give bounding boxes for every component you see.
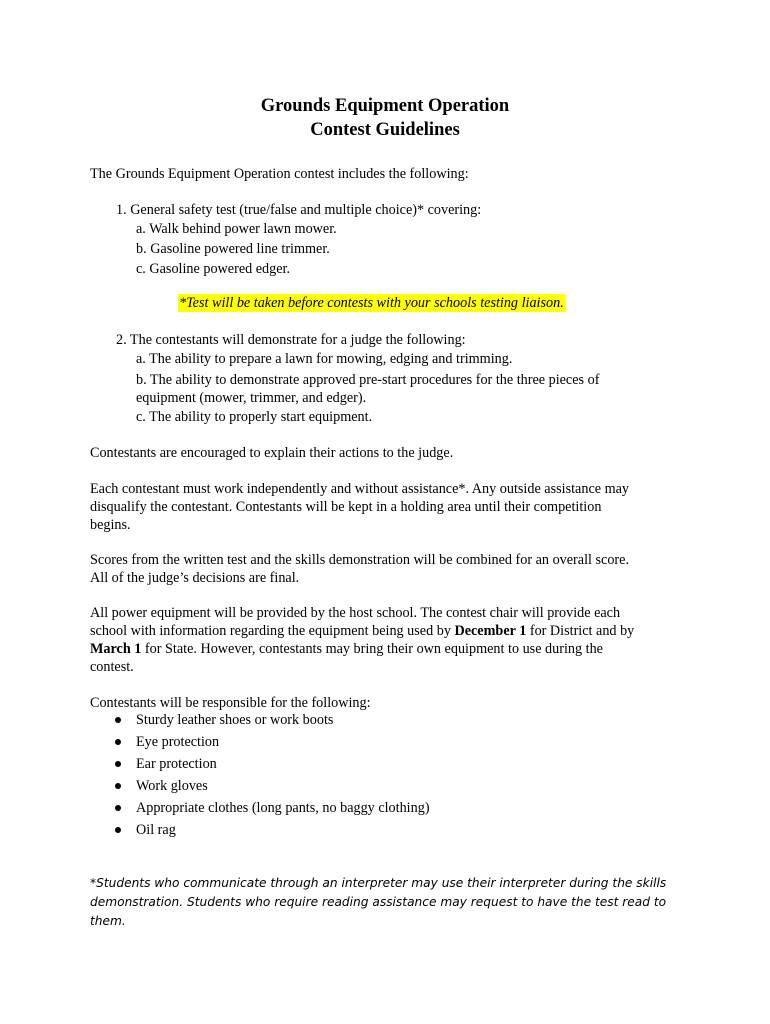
paragraph-independent-line2: disqualify the contestant. Contestants will be kept in a holding area until their competition <box>90 499 602 515</box>
march-deadline: March 1 <box>90 641 142 657</box>
footnote-line3: them. <box>90 914 126 928</box>
bullet-icon <box>115 783 121 789</box>
bullet-icon <box>115 717 121 723</box>
paragraph-scores <box>90 551 690 587</box>
line2-post: for District and by <box>526 623 635 639</box>
highlighted-test-note: *Test will be taken before contests with your schools testing liaison. <box>179 295 564 311</box>
list-item-2b-line2: equipment (mower, trimmer, and edger). <box>136 390 367 406</box>
responsible-intro: Contestants will be responsible for the following: <box>90 695 371 711</box>
intro-text: The Grounds Equipment Operation contest includes the following: <box>90 166 469 182</box>
title-line-1: Grounds Equipment Operation <box>260 96 510 116</box>
list-item-text: Eye protection <box>136 734 220 750</box>
list-item-text: Work gloves <box>136 778 208 794</box>
footnote-line2: demonstration. Students who require reading assistance may request to have the test read to <box>90 895 667 909</box>
paragraph-independent <box>90 480 690 534</box>
list-item-2a: a. The ability to prepare a lawn for mowing, edging and trimming. <box>136 351 513 367</box>
list-item <box>114 777 430 799</box>
list-item-2b-line1: b. The ability to demonstrate approved pre-start procedures for the three pieces of <box>136 372 600 388</box>
paragraph-scores-line1: Scores from the written test and the skills demonstration will be combined for an overall score. <box>90 552 629 568</box>
december-deadline: December 1 <box>454 623 527 639</box>
list-item <box>114 821 430 843</box>
list-item-2: 2. The contestants will demonstrate for a judge the following: <box>116 332 466 348</box>
paragraph-independent-line1: Each contestant must work independently and without assistance*. Any outside assistance may <box>90 481 630 497</box>
paragraph-equipment-line2 <box>90 622 690 640</box>
list-item-text: Oil rag <box>136 822 176 838</box>
list-item-text: Appropriate clothes (long pants, no baggy clothing) <box>136 800 430 816</box>
responsible-list <box>114 711 430 843</box>
bullet-icon <box>115 827 121 833</box>
bullet-icon <box>115 739 121 745</box>
paragraph-independent-line3: begins. <box>90 517 131 533</box>
line2-pre: school with information regarding the equipment being used by <box>90 623 455 639</box>
list-item-1b: b. Gasoline powered line trimmer. <box>136 241 330 257</box>
list-item-text: Sturdy leather shoes or work boots <box>136 712 334 728</box>
list-item-1c: c. Gasoline powered edger. <box>136 261 291 277</box>
paragraph-equipment-line1: All power equipment will be provided by the host school. The contest chair will provide each <box>90 605 621 621</box>
list-item <box>114 733 430 755</box>
list-item <box>114 799 430 821</box>
footnote <box>90 874 690 931</box>
paragraph-explain <box>90 444 690 462</box>
line3-post: for State. However, contestants may bring their own equipment to use during the <box>141 641 603 657</box>
list-item-2c: c. The ability to properly start equipment. <box>136 409 373 425</box>
bullet-icon <box>115 761 121 767</box>
list-item-1a: a. Walk behind power lawn mower. <box>136 221 337 237</box>
list-item <box>114 755 430 777</box>
title-line-2: Contest Guidelines <box>310 120 460 140</box>
list-item-1: 1. General safety test (true/false and multiple choice)* covering: <box>116 202 482 218</box>
paragraph-equipment <box>90 604 690 676</box>
paragraph-equipment-line3 <box>90 640 690 658</box>
bullet-icon <box>115 805 121 811</box>
list-item <box>114 711 430 733</box>
list-item-text: Ear protection <box>136 756 217 772</box>
paragraph-equipment-line4: contest. <box>90 659 134 675</box>
footnote-line1: *Students who communicate through an interpreter may use their interpreter during the skills <box>90 876 667 890</box>
paragraph-explain-text: Contestants are encouraged to explain their actions to the judge. <box>90 445 454 461</box>
paragraph-scores-line2: All of the judge’s decisions are final. <box>90 570 300 586</box>
